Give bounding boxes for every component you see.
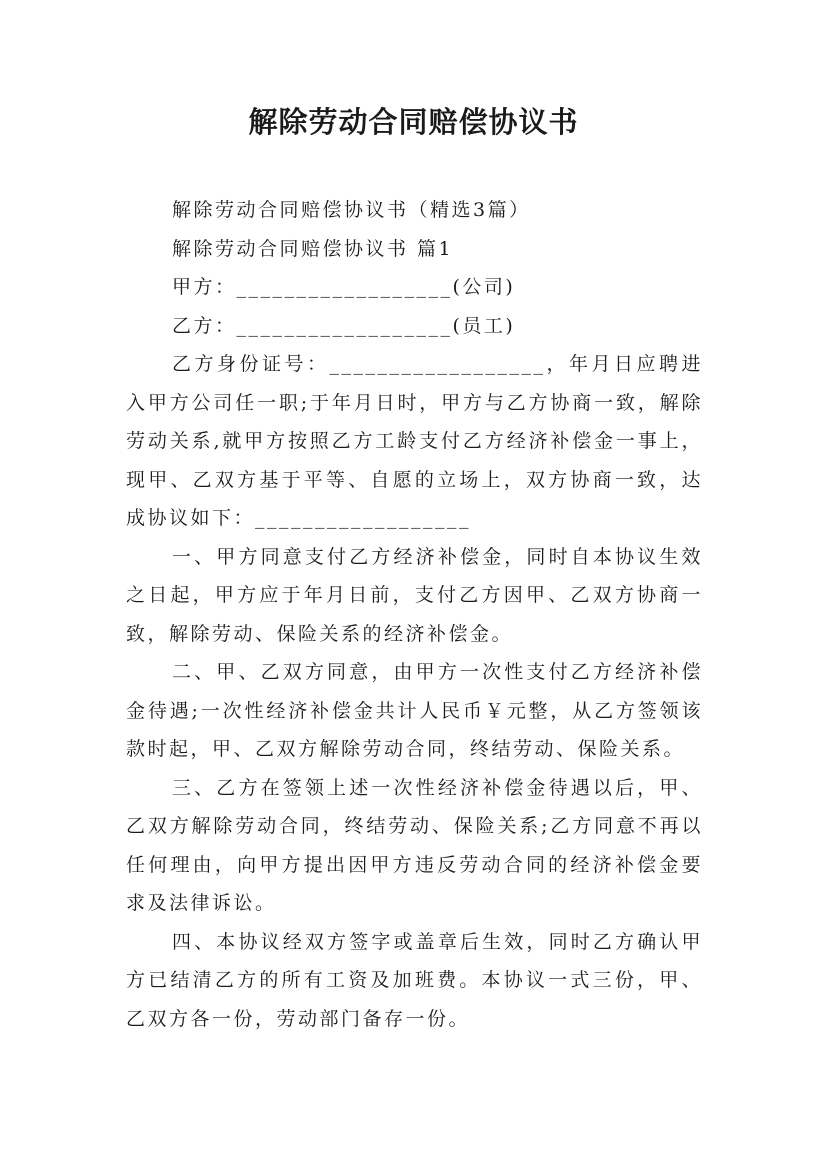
paragraph-clause-3: 三、乙方在签领上述一次性经济补偿金待遇以后，甲、乙双方解除劳动合同，终结劳动、保险关系;乙方同意不再以任何理由，向甲方提出因甲方违反劳动合同的经济补偿金要求及法律诉讼。	[126, 776, 703, 914]
paragraph-preamble: 乙方身份证号：__________________，年月日应聘进入甲方公司任一职;于年月日时，甲方与乙方协商一致，解除劳动关系,就甲方按照乙方工龄支付乙方经济补偿金一事上，现甲、乙双方基于平等、自愿的立场上，双方协商一致，达成协议如下：__________________	[126, 353, 703, 529]
document-title: 解除劳动合同赔偿协议书	[248, 105, 579, 139]
paragraph-clause-2: 二、甲、乙双方同意，由甲方一次性支付乙方经济补偿金待遇;一次性经济补偿金共计人民币￥元整，从乙方签领该款时起，甲、乙双方解除劳动合同，终结劳动、保险关系。	[126, 661, 703, 760]
paragraph-clause-4: 四、本协议经双方签字或盖章后生效，同时乙方确认甲方已结清乙方的所有工资及加班费。本协议一式三份，甲、乙双方各一份，劳动部门备存一份。	[126, 930, 703, 1030]
paragraph-party-b: 乙方：__________________(员工)	[172, 314, 516, 337]
paragraph-heading-part-1: 解除劳动合同赔偿协议书 篇1	[172, 237, 454, 260]
paragraph-heading-selection: 解除劳动合同赔偿协议书（精选3篇）	[172, 199, 531, 221]
document-body	[126, 191, 703, 1038]
paragraph-clause-1: 一、甲方同意支付乙方经济补偿金，同时自本协议生效之日起，甲方应于年月日前，支付乙方因甲、乙双方协商一致，解除劳动、保险关系的经济补偿金。	[126, 545, 703, 645]
paragraph-party-a: 甲方：__________________(公司)	[172, 276, 516, 298]
